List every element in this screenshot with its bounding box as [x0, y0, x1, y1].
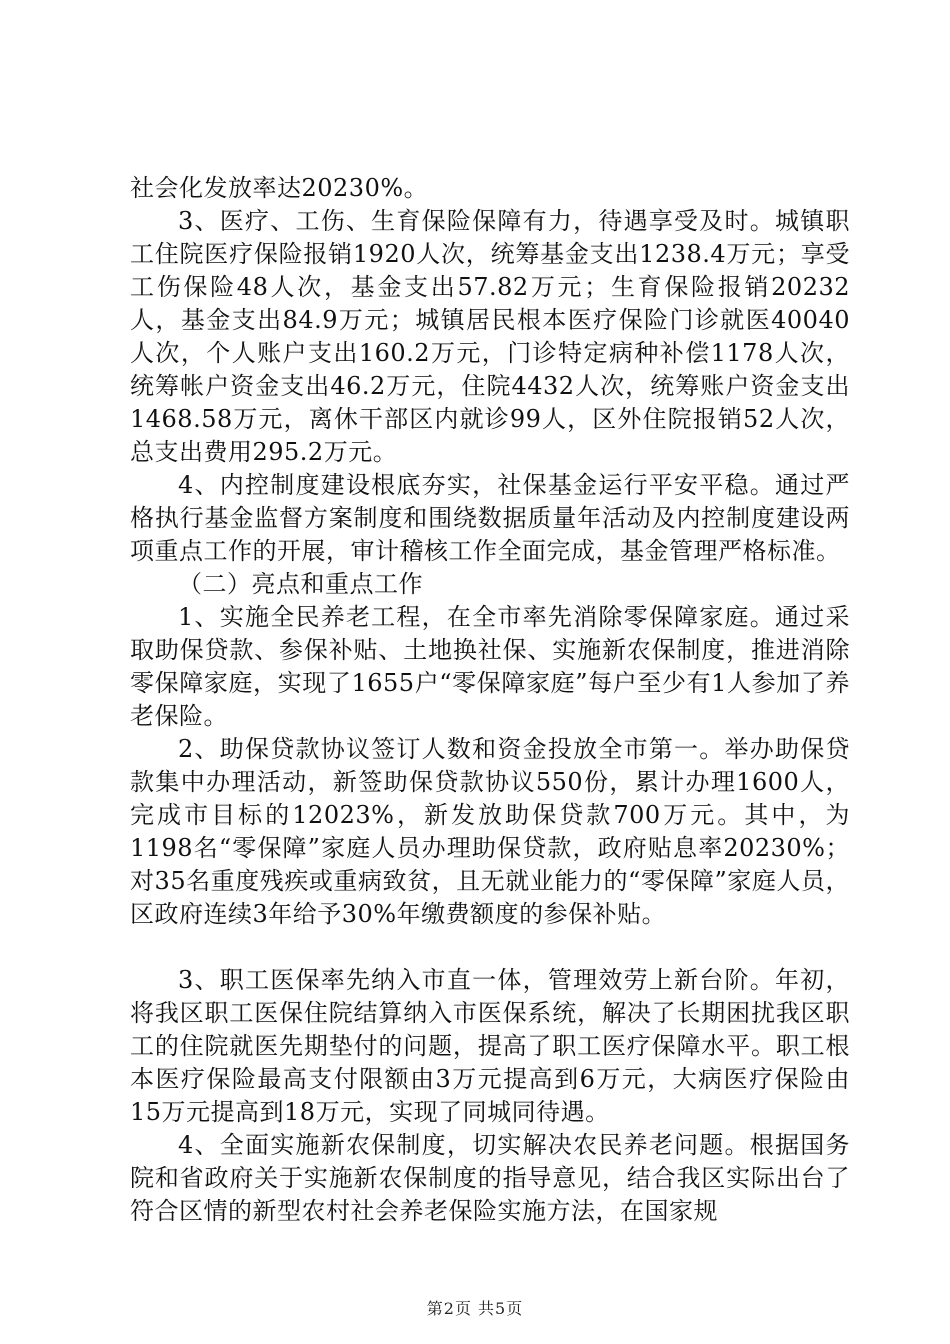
paragraph-internal-control: 4、内控制度建设根底夯实，社保基金运行平安平稳。通过严格执行基金监督方案制度和围绕数据质量年活动及内控制度建设两项重点工作的开展，审计稽核工作全面完成，基金管理严格标准。: [130, 471, 850, 565]
document-body: [130, 172, 850, 1228]
paragraph-employee-medical: 3、职工医保率先纳入市直一体，管理效劳上新台阶。年初，将我区职工医保住院结算纳入市医保系统，解决了长期困扰我区职工的住院就医先期垫付的问题，提高了职工医疗保障水平。职工根本医疗保险最高支付限额由3万元提高到6万元，大病医疗保险由15万元提高到18万元，实现了同城同待遇。: [130, 966, 850, 1126]
page-footer: 第2页 共5页: [426, 1299, 524, 1318]
section-heading-highlights: （二）亮点和重点工作: [178, 570, 423, 598]
paragraph-medical-insurance: 3、医疗、工伤、生育保险保障有力，待遇享受及时。城镇职工住院医疗保险报销1920人次，统筹基金支出1238.4万元；享受工伤保险48人次，基金支出57.82万元；生育保险报销20232人，基金支出84.9万元；城镇居民根本医疗保险门诊就医40040人次，个人账户支出160.2万元，门诊特定病种补偿1178人次，统筹帐户资金支出46.2万元，住院4432人次，统筹账户资金支出1468.58万元，离休干部区内就诊99人，区外住院报销52人次，总支出费用295.2万元。: [130, 207, 850, 466]
paragraph-pension-project: 1、实施全民养老工程，在全市率先消除零保障家庭。通过采取助保贷款、参保补贴、土地换社保、实施新农保制度，推进消除零保障家庭，实现了1655户“零保障家庭”每户至少有1人参加了养老保险。: [130, 603, 850, 730]
paragraph-loan-agreements: 2、助保贷款协议签订人数和资金投放全市第一。举办助保贷款集中办理活动，新签助保贷款协议550份，累计办理1600人，完成市目标的12023%，新发放助保贷款700万元。其中，为1198名“零保障”家庭人员办理助保贷款，政府贴息率20230%；对35名重度残疾或重病致贫，且无就业能力的“零保障”家庭人员，区政府连续3年给予30%年缴费额度的参保补贴。: [130, 735, 850, 928]
paragraph-gap: [130, 931, 850, 964]
paragraph-rural-pension: 4、全面实施新农保制度，切实解决农民养老问题。根据国务院和省政府关于实施新农保制度的指导意见，结合我区实际出台了符合区情的新型农村社会养老保险实施方法，在国家规: [130, 1131, 850, 1225]
paragraph-continuation: 社会化发放率达20230%。: [130, 174, 429, 202]
